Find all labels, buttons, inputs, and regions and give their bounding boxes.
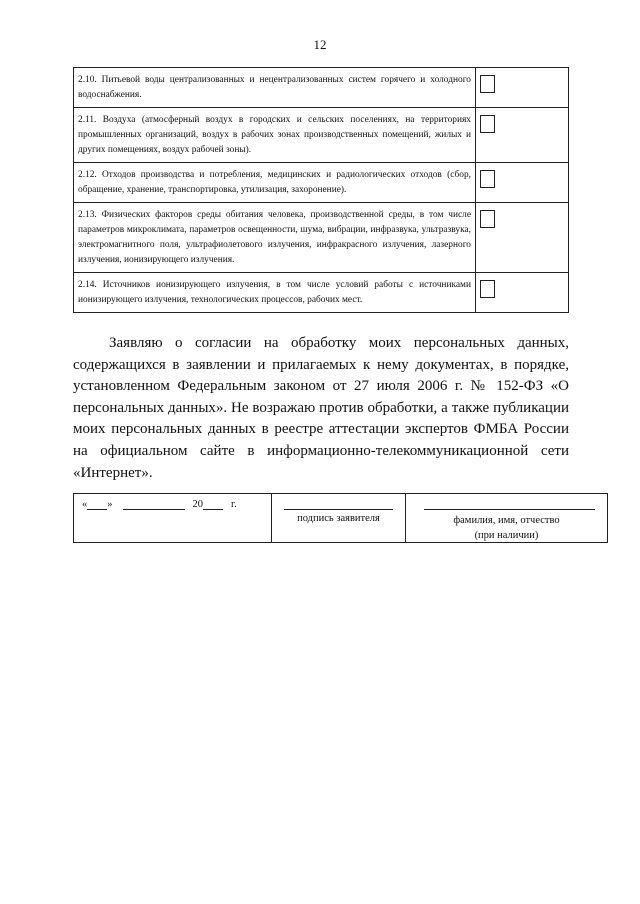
consent-text: Заявляю о согласии на обработку моих персональных данных, содержащихся в заявлении и прилагаемых к нему документах, в порядке, установленном Федеральным законом от 27 июля 2006 г. № 152-ФЗ «О персональных данных». Не возражаю против обработки, а также публикации моих персональных данных в реестре аттестации экспертов ФМБА России на официальном сайте в информационно-телекоммуникационной сети «Интернет». — [73, 335, 569, 481]
year-blank[interactable] — [203, 498, 223, 510]
date-field[interactable] — [82, 498, 237, 510]
criteria-checkbox[interactable] — [480, 75, 495, 93]
signature-label: подпись заявителя — [297, 513, 380, 524]
year-prefix: 20 — [192, 499, 203, 510]
day-blank[interactable] — [87, 498, 107, 510]
page-number: 12 — [313, 37, 327, 52]
date-cell — [74, 494, 272, 543]
criteria-table — [73, 67, 569, 313]
signature-line — [284, 509, 393, 510]
open-quote: « — [82, 499, 88, 510]
criteria-row — [74, 163, 569, 203]
criteria-row — [74, 108, 569, 163]
month-blank[interactable] — [123, 498, 185, 510]
criteria-text: 2.12. Отходов производства и потребления, медицинских и радиологических отходов (сбор, обращение, хранение, транспортировка, утилизация, захоронение). — [74, 163, 476, 203]
criteria-text: 2.13. Физических факторов среды обитания человека, производственной среды, в том числе параметров микроклимата, параметров освещенности, шума, вибрации, инфразвука, ультразвука, электромагнитного поля, ультрафиолетового излучения, инфракрасного излучения, лазерного излучения, ионизирующего излучения. — [74, 203, 476, 273]
criteria-text: 2.11. Воздуха (атмосферный воздух в городских и сельских поселениях, на территориях промышленных организаций, воздух в рабочих зонах производственных помещений, жилых и других помещениях, воздух рабочей зоны). — [74, 108, 476, 163]
close-quote: » — [107, 499, 113, 510]
criteria-text: 2.14. Источников ионизирующего излучения, в том числе условий работы с источниками ионизирующего излучения, технологических процессов, рабочих мест. — [74, 273, 476, 313]
signature-cell[interactable] — [272, 494, 406, 543]
consent-paragraph — [73, 333, 569, 484]
signature-table — [73, 493, 608, 543]
name-label-line2: (при наличии) — [474, 530, 539, 541]
criteria-checkbox[interactable] — [480, 115, 495, 133]
name-line — [424, 509, 595, 510]
name-cell[interactable] — [406, 494, 608, 543]
criteria-checkbox[interactable] — [480, 210, 495, 228]
criteria-checkbox[interactable] — [480, 280, 495, 298]
criteria-checkbox[interactable] — [480, 170, 495, 188]
criteria-row — [74, 203, 569, 273]
name-label-line1: фамилия, имя, отчество — [453, 515, 560, 526]
criteria-row — [74, 273, 569, 313]
year-suffix: г. — [231, 499, 237, 510]
criteria-row — [74, 68, 569, 108]
name-label — [406, 513, 607, 543]
criteria-text: 2.10. Питьевой воды централизованных и нецентрализованных систем горячего и холодного водоснабжения. — [74, 68, 476, 108]
